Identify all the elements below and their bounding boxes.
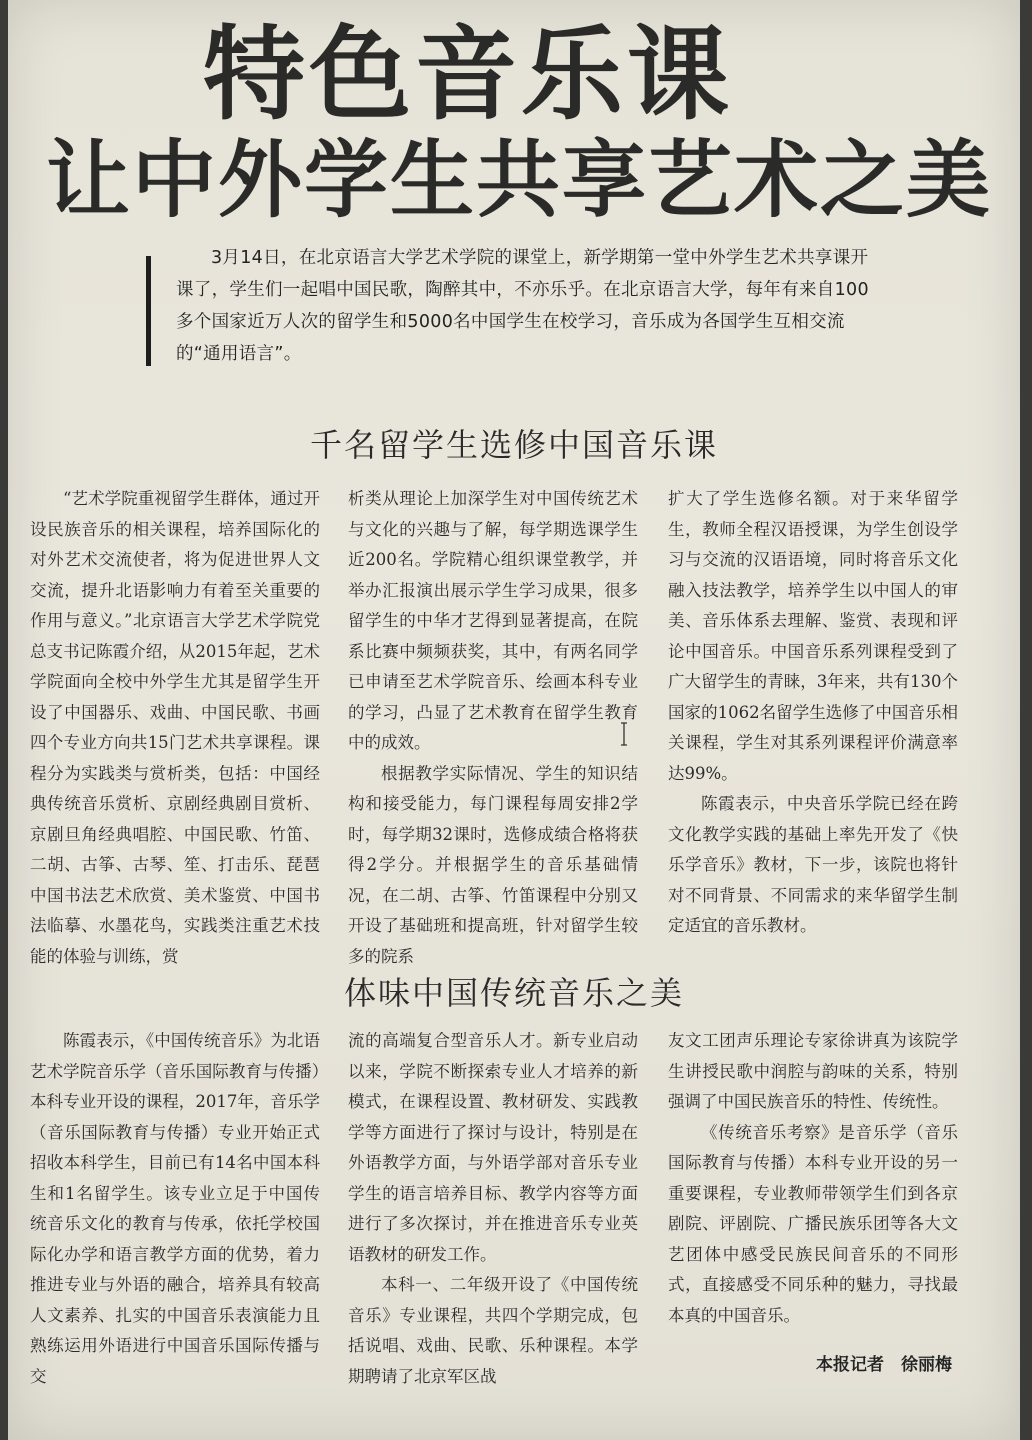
paragraph: 友文工团声乐理论专家徐讲真为该院学生讲授民歌中润腔与韵味的关系，特别强调了中国民族音乐的特性、传统性。 (668, 1031, 958, 1111)
text-cursor-icon (620, 722, 628, 746)
headline-main: 特色音乐课 (203, 16, 733, 135)
lead-accent-bar (146, 256, 151, 366)
section1-column-1 (30, 484, 320, 972)
section2-column-1 (30, 1026, 320, 1392)
paragraph: 流的高端复合型音乐人才。新专业启动以来，学院不断探索专业人才培养的新模式，在课程设置、教材研发、实践教学等方面进行了探讨与设计，特别是在外语教学方面，与外语学部对音乐专业学生的语言培养目标、教学内容等方面进行了多次探讨，并在推进音乐专业英语教材的研发工作。 (348, 1031, 638, 1264)
headline-sub: 让中外学生共享艺术之美 (46, 131, 993, 229)
paragraph: 《传统音乐考察》是音乐学（音乐国际教育与传播）本科专业开设的另一重要课程，专业教师带领学生们到各京剧院、评剧院、广播民族乐团等各大文艺团体中感受民族民间音乐的不同形式，直接感受不同乐种的魅力，寻找最本真的中国音乐。 (668, 1122, 958, 1325)
paragraph: “艺术学院重视留学生群体，通过开设民族音乐的相关课程，培养国际化的对外艺术交流使者，将为促进世界人文交流，提升北语影响力有着至关重要的作用与意义。”北京语言大学艺术学院党总支书记陈霞介绍，从2015年起，艺术学院面向全校中外学生尤其是留学生开设了中国器乐、戏曲、中国民歌、书画四个专业方向共15门艺术共享课程。课程分为实践类与赏析类，包括：中国经典传统音乐赏析、京剧经典剧目赏析、京剧旦角经典唱腔、中国民歌、竹笛、二胡、古筝、古琴、笙、打击乐、琵琶中国书法艺术欣赏、美术鉴赏、中国书法临摹、水墨花鸟，实践类注重艺术技能的体验与训练，赏 (30, 489, 320, 966)
paragraph: 陈霞表示，中央音乐学院已经在跨文化教学实践的基础上率先开发了《快乐学音乐》教材，下一步，该院也将针对不同背景、不同需求的来华留学生制定适宜的音乐教材。 (668, 794, 958, 935)
paragraph: 析类从理论上加深学生对中国传统艺术与文化的兴趣与了解，每学期选课学生近200名。学院精心组织课堂教学，并举办汇报演出展示学生学习成果，很多留学生的中华才艺得到显著提高，在院系比赛中频频获奖，其中，有两名同学已申请至艺术学院音乐、绘画本科专业的学习，凸显了艺术教育在留学生教育中的成效。 (348, 489, 638, 752)
section1-column-2 (348, 484, 638, 972)
section2-column-2 (348, 1026, 638, 1392)
paragraph: 本科一、二年级开设了《中国传统音乐》专业课程，共四个学期完成，包括说唱、戏曲、民歌、乐种课程。本学期聘请了北京军区战 (348, 1275, 638, 1386)
section1-column-3 (668, 484, 958, 942)
section-title-1: 千名留学生选修中国音乐课 (309, 426, 718, 464)
section2-column-3 (668, 1026, 958, 1331)
paragraph: 扩大了学生选修名额。对于来华留学生，教师全程汉语授课，为学生创设学习与交流的汉语语境，同时将音乐文化融入技法教学，培养学生以中国人的审美、音乐体系去理解、鉴赏、表现和评论中国音乐。中国音乐系列课程受到了广大留学生的青睐，3年来，共有130个国家的1062名留学生选修了中国音乐相关课程，学生对其系列课程评价满意率达99%。 (668, 489, 958, 783)
newspaper-page (8, 0, 1020, 1440)
paragraph: 根据教学实际情况、学生的知识结构和接受能力，每门课程每周安排2学时，每学期32课时，选修成绩合格将获得2学分。并根据学生的音乐基础情况，在二胡、古筝、竹笛课程中分别又开设了基础班和提高班，针对留学生较多的院系 (348, 763, 638, 966)
lead-paragraph: 3月14日，在北京语言大学艺术学院的课堂上，新学期第一堂中外学生艺术共享课开课了，学生们一起唱中国民歌，陶醉其中，不亦乐乎。在北京语言大学，每年有来自100多个国家近万人次的留学生和5000名中国学生在校学习，音乐成为各国学生互相交流的“通用语言”。 (176, 248, 869, 364)
section-title-2: 体味中国传统音乐之美 (343, 974, 684, 1012)
byline: 本报记者 徐丽梅 (816, 1355, 952, 1375)
paragraph: 陈霞表示，《中国传统音乐》为北语艺术学院音乐学（音乐国际教育与传播）本科专业开设的课程，2017年，音乐学（音乐国际教育与传播）专业开始正式招收本科学生，目前已有14名中国本科生和1名留学生。该专业立足于中国传统音乐文化的教育与传承，依托学校国际化办学和语言教学方面的优势，着力推进专业与外语的融合，培养具有较高人文素养、扎实的中国音乐表演能力且熟练运用外语进行中国音乐国际传播与交 (30, 1031, 320, 1386)
